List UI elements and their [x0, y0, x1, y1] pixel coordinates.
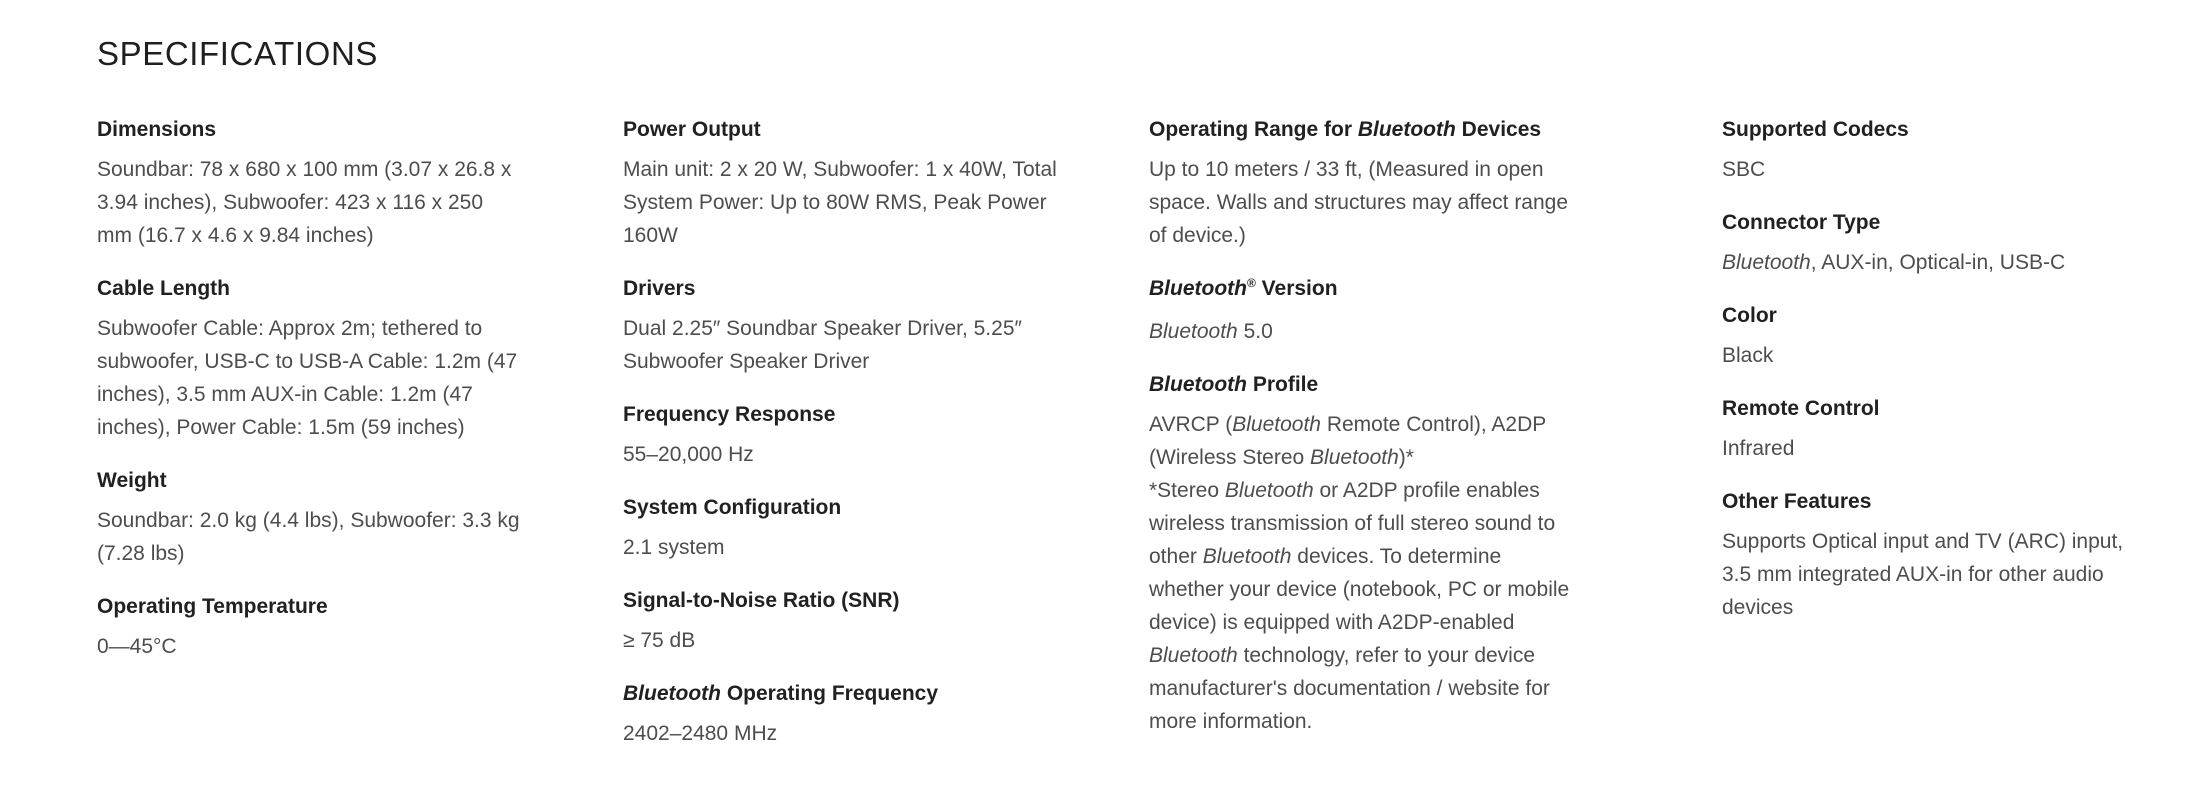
spec-value: [97, 630, 521, 663]
spec-heading: [97, 272, 521, 305]
text-run: System Configuration: [623, 496, 842, 519]
spec-value: [1722, 432, 2132, 465]
bluetooth-brand-text: Bluetooth: [1149, 373, 1247, 396]
spec-value: [97, 312, 521, 444]
text-run: ≥ 75 dB: [623, 629, 696, 652]
text-run: technology, refer to your device manufacturer's documentation / website for more information.: [1149, 644, 1550, 733]
spec-value: [623, 153, 1061, 252]
spec-value: [623, 531, 1061, 564]
spec-heading: [623, 584, 1061, 617]
spec-heading: [1722, 392, 2132, 425]
text-run: Supported Codecs: [1722, 118, 1909, 141]
spec-heading: [1149, 272, 1579, 308]
bluetooth-brand-text: Bluetooth: [1310, 446, 1399, 469]
spec-section: [1722, 485, 2132, 624]
bluetooth-brand-text: Bluetooth: [623, 682, 721, 705]
text-run: Black: [1722, 344, 1774, 367]
spec-column-3: [1149, 113, 1579, 758]
spec-section: [1149, 368, 1579, 738]
text-run: Cable Length: [97, 277, 231, 300]
spec-value: [1722, 525, 2132, 624]
spec-value: [623, 624, 1061, 657]
text-run: Soundbar: 78 x 680 x 100 mm (3.07 x 26.8 x 3.94 inches), Subwoofer: 423 x 116 x 250 mm (16.7 x 4.6 x 9.84 inches): [97, 158, 512, 247]
text-run: Version: [1255, 277, 1338, 300]
text-run: 0—45°C: [97, 635, 177, 658]
text-run: Operating Frequency: [720, 682, 939, 705]
bluetooth-brand-text: Bluetooth: [1722, 251, 1811, 274]
spec-heading: [1722, 113, 2132, 146]
text-run: Soundbar: 2.0 kg (4.4 lbs), Subwoofer: 3.3 kg (7.28 lbs): [97, 509, 520, 565]
text-run: SBC: [1722, 158, 1766, 181]
spec-heading: [97, 113, 521, 146]
spec-value: [1149, 408, 1579, 738]
text-run: or A2DP profile enables wireless transmission of full stereo sound to other: [1149, 479, 1556, 568]
spec-heading: [1149, 113, 1579, 146]
spec-value: [623, 312, 1061, 378]
text-run: 2402–2480 MHz: [623, 722, 778, 745]
bluetooth-brand-text: Bluetooth: [1149, 277, 1247, 300]
text-run: Dimensions: [97, 118, 217, 141]
spec-heading: [97, 590, 521, 623]
spec-heading: [1722, 206, 2132, 239]
text-run: Operating Range for: [1149, 118, 1358, 141]
bluetooth-brand-text: Bluetooth: [1357, 118, 1456, 141]
text-run: 55–20,000 Hz: [623, 443, 754, 466]
text-run: Remote Control: [1722, 397, 1880, 420]
spec-section: [623, 398, 1061, 471]
bluetooth-brand-text: Bluetooth: [1149, 320, 1238, 343]
spec-section: [623, 677, 1061, 750]
bluetooth-brand-text: Bluetooth: [1149, 644, 1238, 667]
spec-value: [97, 153, 521, 252]
text-run: 2.1 system: [623, 536, 725, 559]
spec-section: [1722, 299, 2132, 372]
spec-value: [1149, 153, 1579, 252]
spec-value: [97, 504, 521, 570]
page-title: SPECIFICATIONS: [97, 35, 378, 72]
text-run: Frequency Response: [623, 403, 836, 426]
spec-heading: [1149, 368, 1579, 401]
text-run: Devices: [1455, 118, 1542, 141]
spec-value: [1722, 153, 2132, 186]
text-run: Drivers: [623, 277, 696, 300]
spec-section: [1722, 113, 2132, 186]
spec-heading: [97, 464, 521, 497]
spec-section: [623, 272, 1061, 378]
spec-section: [623, 584, 1061, 657]
text-run: Infrared: [1722, 437, 1795, 460]
text-run: Other Features: [1722, 490, 1872, 513]
text-run: , AUX-in, Optical-in, USB-C: [1810, 251, 2066, 274]
text-run: Power Output: [623, 118, 761, 141]
spec-section: [97, 590, 521, 663]
text-run: Supports Optical input and TV (ARC) input, 3.5 mm integrated AUX-in for other audio devices: [1722, 530, 2124, 619]
spec-section: [97, 272, 521, 444]
spec-heading: [623, 398, 1061, 431]
spec-heading: [623, 113, 1061, 146]
spec-section: [1149, 113, 1579, 252]
spec-value: [623, 717, 1061, 750]
text-run: 5.0: [1237, 320, 1273, 343]
spec-heading: [623, 491, 1061, 524]
text-run: devices. To determine whether your device (notebook, PC or mobile device) is equipped with A2DP-enabled: [1149, 545, 1570, 634]
bluetooth-brand-text: Bluetooth: [1202, 545, 1292, 568]
spec-section: [1149, 272, 1579, 348]
spec-value: [1722, 339, 2132, 372]
text-run: *Stereo: [1149, 479, 1225, 502]
text-run: Up to 10 meters / 33 ft, (Measured in open space. Walls and structures may affect range of device.): [1149, 158, 1569, 247]
text-run: )*: [1398, 446, 1414, 469]
text-run: Color: [1722, 304, 1777, 327]
text-run: Dual 2.25″ Soundbar Speaker Driver, 5.25″ Subwoofer Speaker Driver: [623, 317, 1022, 373]
text-run: AVRCP (: [1149, 413, 1233, 436]
spec-section: [623, 113, 1061, 252]
spec-section: [97, 464, 521, 570]
spec-column-4: [1722, 113, 2132, 644]
text-run: Weight: [97, 469, 167, 492]
registered-mark: ®: [1246, 276, 1256, 290]
text-run: Profile: [1246, 373, 1319, 396]
spec-value: [1149, 315, 1579, 348]
bluetooth-brand-text: Bluetooth: [1232, 413, 1321, 436]
spec-heading: [1722, 485, 2132, 518]
spec-section: [1722, 206, 2132, 279]
spec-section: [1722, 392, 2132, 465]
text-run: Operating Temperature: [97, 595, 328, 618]
spec-heading: [1722, 299, 2132, 332]
spec-heading: [623, 272, 1061, 305]
spec-section: [97, 113, 521, 252]
spec-value: [1722, 246, 2132, 279]
text-run: Connector Type: [1722, 211, 1881, 234]
text-run: Remote Control), A2DP (Wireless Stereo: [1149, 413, 1546, 469]
spec-column-1: [97, 113, 521, 683]
spec-value: [623, 438, 1061, 471]
bluetooth-brand-text: Bluetooth: [1224, 479, 1314, 502]
text-run: Main unit: 2 x 20 W, Subwoofer: 1 x 40W, Total System Power: Up to 80W RMS, Peak Power 160W: [623, 158, 1057, 247]
text-run: Subwoofer Cable: Approx 2m; tethered to subwoofer, USB-C to USB-A Cable: 1.2m (47 inches), 3.5 mm AUX-in Cable: 1.2m (47 inches), Power Cable: 1.5m (59 inches): [97, 317, 518, 439]
spec-section: [623, 491, 1061, 564]
spec-column-2: [623, 113, 1061, 770]
spec-heading: [623, 677, 1061, 710]
text-run: Signal-to-Noise Ratio (SNR): [623, 589, 900, 612]
